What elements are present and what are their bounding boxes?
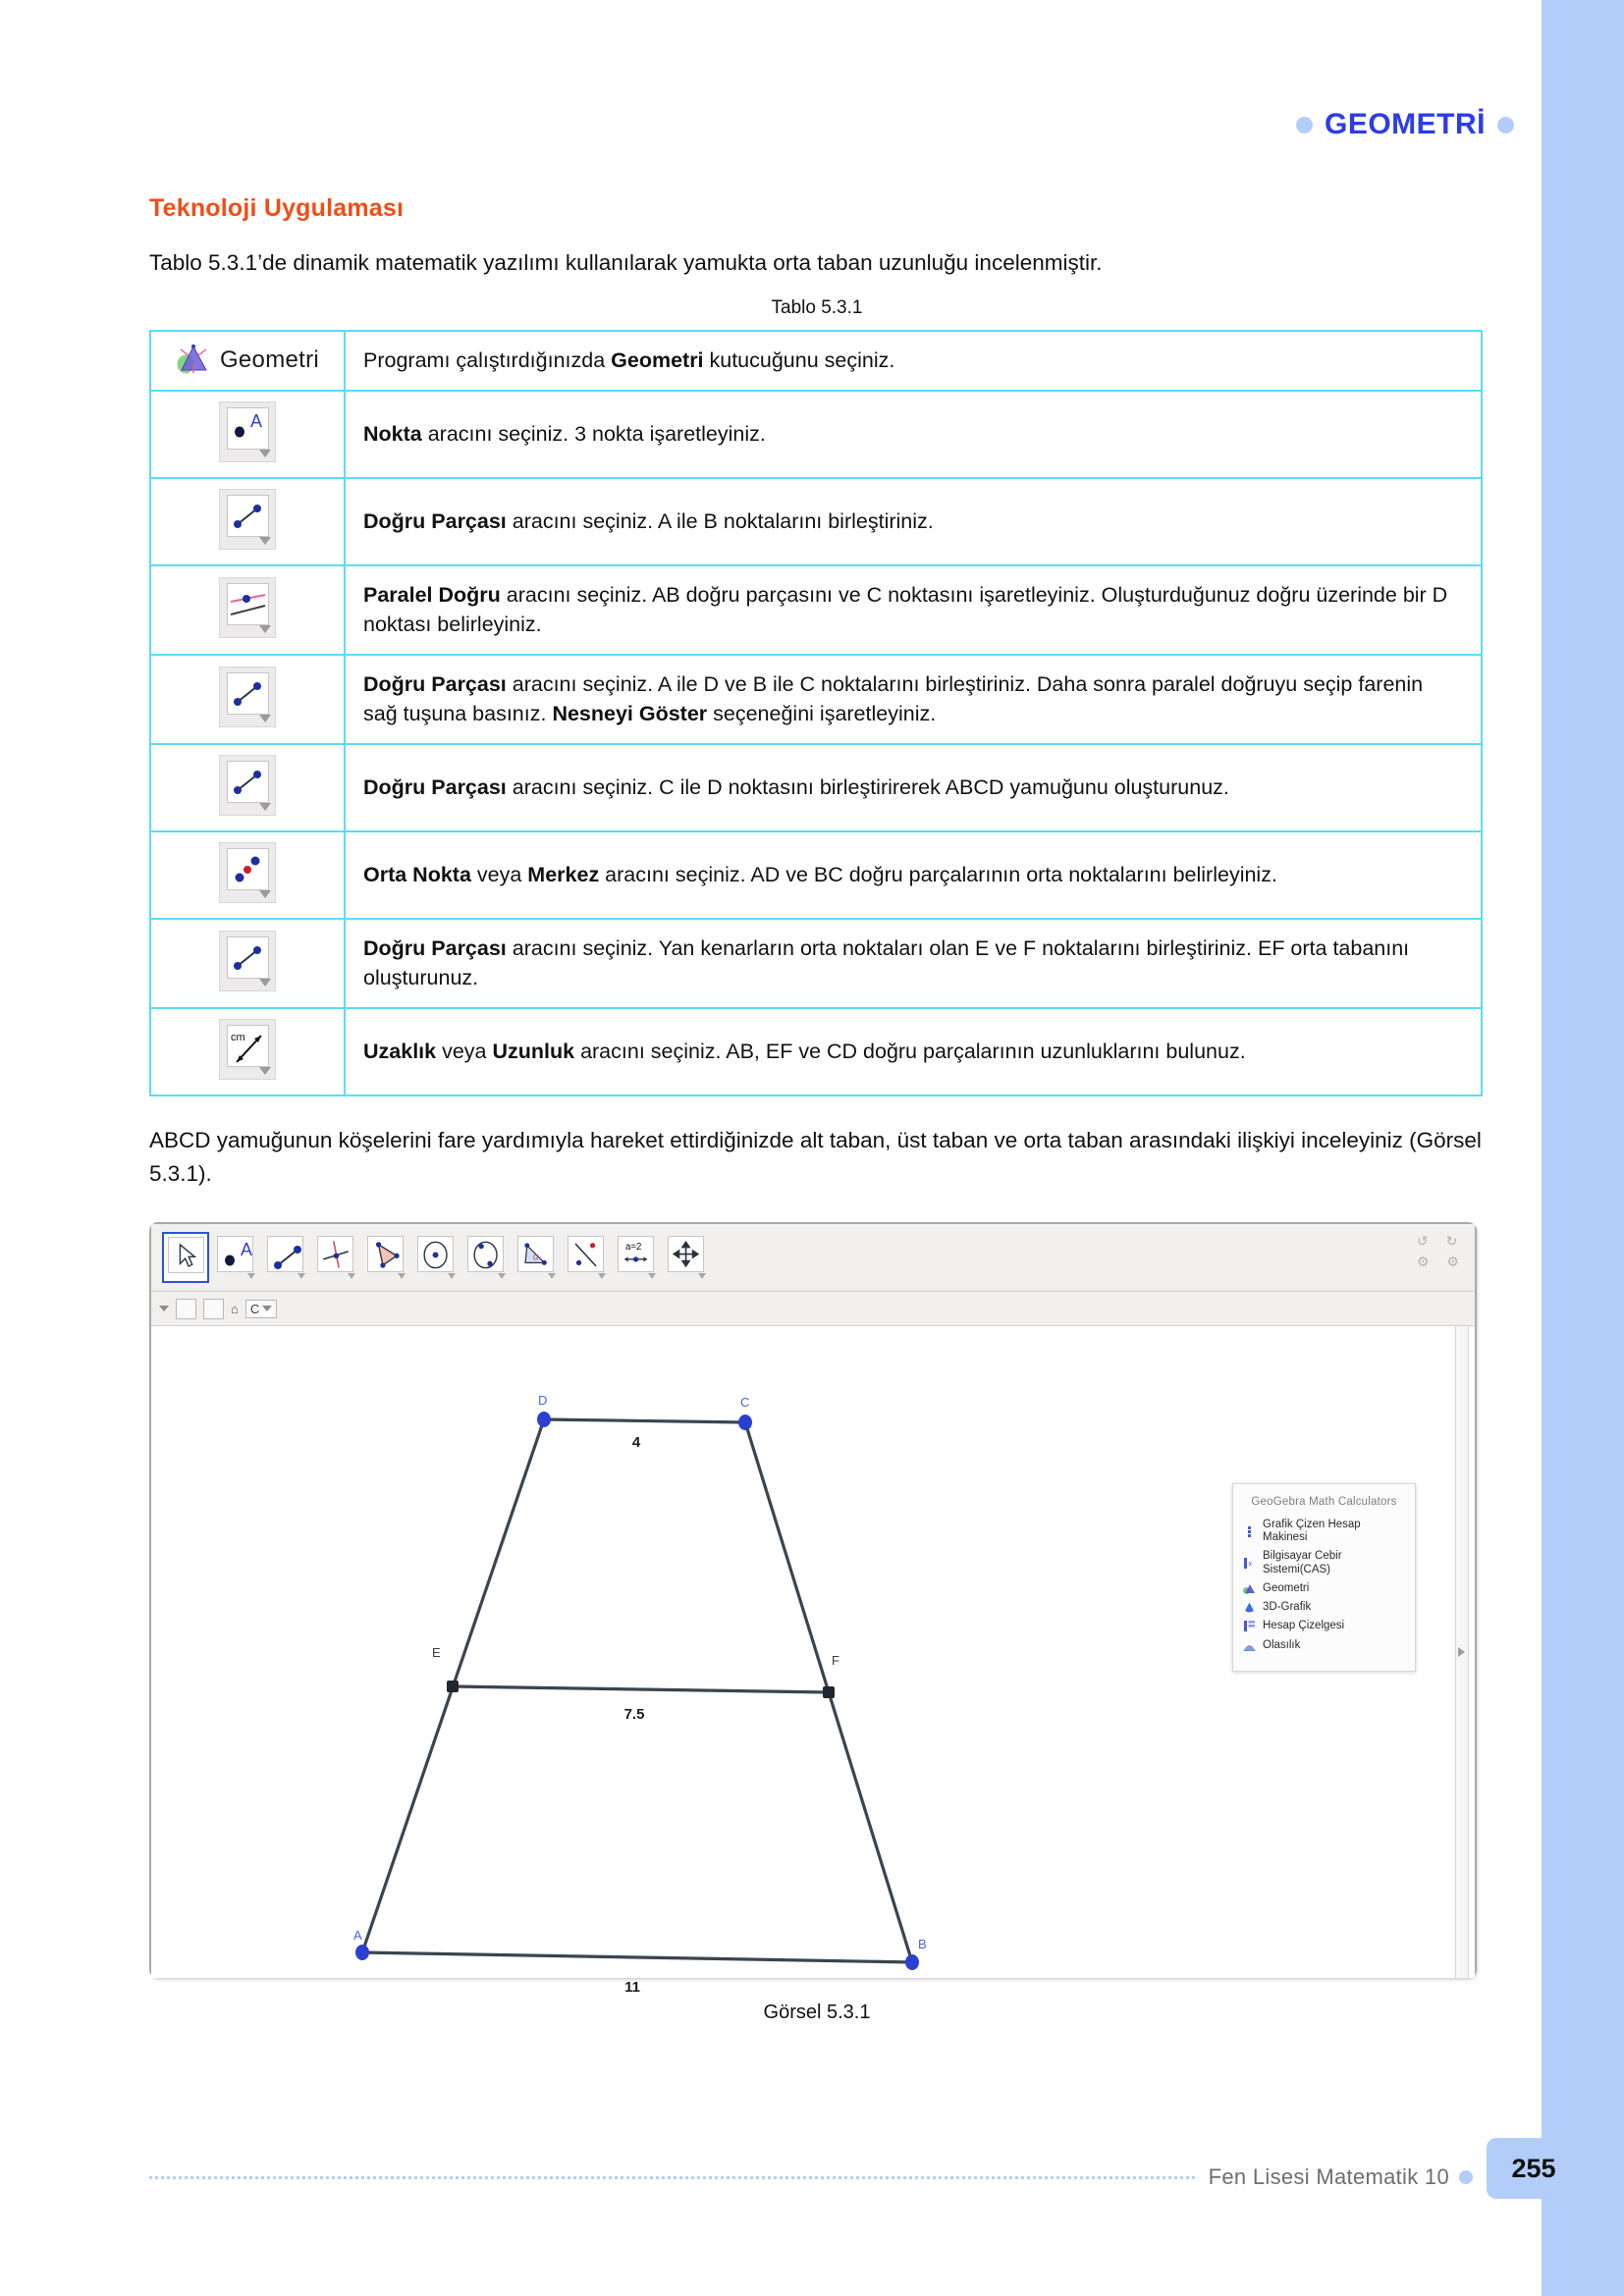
calculator-item[interactable] [1243, 1550, 1405, 1575]
reflect-tool-icon[interactable] [563, 1232, 610, 1283]
calculator-item[interactable] [1243, 1620, 1405, 1632]
tool-dropdown-caret-icon [259, 715, 271, 722]
page-header [1296, 108, 1514, 141]
parallel-line-tool-icon[interactable] [219, 577, 276, 638]
distance-tool-icon[interactable] [219, 1019, 276, 1080]
panel-expand-handle[interactable] [1455, 1326, 1469, 1978]
figure-caption: Görsel 5.3.1 [763, 2002, 871, 2023]
tool-dropdown-caret-icon [348, 1273, 355, 1279]
calculator-item-label: 3D-Grafik [1263, 1601, 1312, 1614]
label-F: F [832, 1653, 839, 1668]
tool-dropdown-caret-icon [259, 625, 271, 633]
angle-tool-icon[interactable] [513, 1232, 560, 1283]
calculator-item[interactable] [1243, 1639, 1405, 1652]
svg-text:a=2: a=2 [625, 1242, 642, 1254]
ellipse-tool-icon[interactable] [462, 1232, 510, 1283]
table-row-icon-cell [150, 331, 345, 391]
segment-tool-icon[interactable] [219, 755, 276, 816]
tool-dropdown-caret-icon [598, 1273, 606, 1279]
redo-icon[interactable]: ↻ [1445, 1233, 1458, 1249]
geogebra-toolbar [151, 1224, 1475, 1292]
tool-dropdown-caret-icon [247, 1273, 255, 1279]
measure-top: 4 [631, 1434, 641, 1451]
undo-redo-group [1417, 1234, 1459, 1268]
table-row-instruction: Paralel Doğru aracını seçiniz. AB doğru parçasını ve C noktasını işaretleyiniz. Oluşturduğunuz doğru üzerinde bir D noktası belirleyiniz. [345, 565, 1482, 655]
tool-dropdown-caret-icon [259, 803, 271, 811]
label-C: C [740, 1395, 750, 1410]
label-B: B [918, 1937, 927, 1951]
calculator-item-label: Olasılık [1263, 1638, 1301, 1651]
tool-dropdown-caret-icon [259, 450, 271, 457]
table-row [150, 919, 1482, 1008]
table-row-icon-cell [150, 919, 345, 1008]
midpoint-tool-icon[interactable] [219, 842, 276, 903]
table-row [150, 478, 1482, 565]
table-row-instruction: Doğru Parçası aracını seçiniz. A ile B noktalarını birleştiriniz. [345, 478, 1482, 565]
calculator-item-label: Bilgisayar Cebir Sistemi(CAS) [1263, 1550, 1342, 1575]
page-number: 255 [1487, 2138, 1581, 2199]
tool-dropdown-caret-icon [698, 1273, 706, 1279]
footer-dot-icon [1459, 2170, 1473, 2184]
slider-tool-icon[interactable] [613, 1232, 660, 1283]
table-row [150, 391, 1482, 478]
table-row-icon-cell [150, 831, 345, 919]
table-row [150, 831, 1482, 919]
header-dot-left-icon [1296, 117, 1313, 133]
instructions-table [149, 330, 1483, 1096]
geogebra-geometri-logo [151, 344, 344, 377]
table-row-instruction: Programı çalıştırdığınızda Geometri kutucuğunu seçiniz. [345, 331, 1482, 391]
section-title: Teknoloji Uygulaması [149, 194, 405, 222]
table-row [150, 655, 1482, 744]
measure-bottom: 11 [624, 1979, 640, 1996]
point-D [537, 1412, 551, 1427]
label-A: A [353, 1928, 362, 1943]
geometri-logo-label: Geometri [219, 347, 320, 374]
tool-dropdown-caret-icon [259, 1067, 271, 1075]
footer-book-title: Fen Lisesi Matematik 10 [1208, 2164, 1449, 2189]
polygon-tool-icon[interactable] [362, 1232, 409, 1283]
segment-tool-icon[interactable] [262, 1232, 309, 1283]
table-row-icon-cell [150, 478, 345, 565]
svg-text:cm: cm [231, 1031, 245, 1043]
segment-tool-icon[interactable] [219, 489, 276, 550]
calculator-item-label: Geometri [1263, 1581, 1310, 1594]
svg-text:A: A [241, 1240, 253, 1259]
move-tool-icon[interactable] [162, 1232, 209, 1283]
style-bar-home-icon[interactable]: ⌂ [231, 1301, 239, 1316]
table-row-icon-cell [150, 391, 345, 478]
header-title: GEOMETRİ [1324, 108, 1486, 140]
table-row [150, 331, 1482, 391]
point-A [355, 1945, 369, 1960]
footer-dotted-rule [149, 2175, 1195, 2179]
segment-tool-icon[interactable] [219, 667, 276, 727]
point-tool-icon[interactable] [212, 1232, 259, 1283]
tool-dropdown-caret-icon [259, 890, 271, 898]
geogebra-canvas[interactable] [151, 1326, 1475, 1996]
tool-dropdown-caret-icon [398, 1273, 406, 1279]
tool-dropdown-caret-icon [648, 1273, 656, 1279]
calculators-panel-heading: GeoGebra Math Calculators [1251, 1496, 1397, 1508]
table-row-instruction: Doğru Parçası aracını seçiniz. C ile D noktasını birleştirirerek ABCD yamuğunu oluşturunuz. [345, 744, 1482, 831]
svg-text:α: α [532, 1252, 539, 1263]
table-row-icon-cell [150, 565, 345, 655]
calculator-item[interactable] [1243, 1582, 1405, 1595]
move-graphics-tool-icon[interactable] [663, 1232, 710, 1283]
calculator-item-label: Hesap Çizelgesi [1263, 1620, 1345, 1632]
table-row-instruction: Nokta aracını seçiniz. 3 nokta işaretleyiniz. [345, 391, 1482, 478]
table-row [150, 1008, 1482, 1095]
segment-tool-icon[interactable] [219, 931, 276, 991]
segment-EF [453, 1686, 829, 1692]
table-row-instruction: Orta Nokta veya Merkez aracını seçiniz. AD ve BC doğru parçalarının orta noktalarını belirleyiniz. [345, 831, 1482, 919]
tool-dropdown-caret-icon [548, 1273, 556, 1279]
svg-text:A: A [250, 410, 263, 431]
table-row-instruction: Doğru Parçası aracını seçiniz. A ile D ve B ile C noktalarını birleştiriniz. Daha sonra paralel doğruyu seçip farenin sağ tuşuna basınız. Nesneyi Göster seçeneğini işaretleyiniz. [345, 655, 1482, 744]
style-bar-grid-icon[interactable] [203, 1299, 224, 1319]
table-row-icon-cell [150, 655, 345, 744]
style-bar-combo-caret-icon [262, 1306, 272, 1311]
tool-dropdown-caret-icon [448, 1273, 456, 1279]
table-row-icon-cell [150, 1008, 345, 1095]
perpendicular-line-tool-icon[interactable] [312, 1232, 359, 1283]
style-bar-caret-icon[interactable] [159, 1306, 169, 1311]
label-E: E [432, 1645, 441, 1660]
label-D: D [538, 1393, 548, 1408]
tool-dropdown-caret-icon [259, 979, 271, 987]
help-icon[interactable]: ⚙ [1446, 1254, 1459, 1269]
tool-dropdown-caret-icon [259, 537, 271, 545]
table-row [150, 744, 1482, 831]
calculator-item-label: Grafik Çizen Hesap Makinesi [1263, 1519, 1361, 1544]
calculator-item[interactable] [1243, 1601, 1405, 1614]
tool-dropdown-caret-icon [298, 1273, 305, 1279]
calculators-panel [1232, 1483, 1416, 1672]
point-B [905, 1954, 919, 1970]
settings-icon[interactable]: ⚙ [1416, 1254, 1430, 1269]
geogebra-logo-icon [176, 344, 211, 377]
geogebra-window [149, 1222, 1477, 1996]
point-E [447, 1681, 459, 1692]
page-footer [149, 2164, 1485, 2190]
header-dot-right-icon [1497, 117, 1514, 133]
point-F [823, 1686, 835, 1698]
table-row-icon-cell [150, 744, 345, 831]
table-row-instruction: Uzaklık veya Uzunluk aracını seçiniz. AB, EF ve CD doğru parçalarının uzunluklarını bulunuz. [345, 1008, 1482, 1095]
calculators-list [1243, 1519, 1405, 1652]
point-tool-icon[interactable] [219, 401, 276, 462]
tool-dropdown-caret-icon [498, 1273, 506, 1279]
body-paragraph: ABCD yamuğunun köşelerini fare yardımıyla hareket ettirdiğinizde alt taban, üst taban ve orta taban arasındaki ilişkiyi inceleyiniz (Görsel 5.3.1). [149, 1128, 1482, 1186]
undo-icon[interactable]: ↺ [1416, 1233, 1429, 1249]
measure-mid: 7.5 [623, 1706, 645, 1723]
segment-DC [544, 1419, 745, 1422]
svg-text:x: x [1248, 1561, 1252, 1569]
table-row-instruction: Doğru Parçası aracını seçiniz. Yan kenarların orta noktaları olan E ve F noktalarını birleştiriniz. EF orta tabanını oluşturunuz. [345, 919, 1482, 1008]
page-edge-bar [1542, 0, 1624, 2296]
circle-center-tool-icon[interactable] [412, 1232, 460, 1283]
style-bar-axes-icon[interactable] [176, 1299, 196, 1319]
style-bar-point-capture-select[interactable]: C [245, 1300, 277, 1318]
point-C [738, 1415, 752, 1430]
intro-paragraph: Tablo 5.3.1’de dinamik matematik yazılımı kullanılarak yamukta orta taban uzunluğu incelenmiştir. [149, 250, 1103, 275]
segment-AB [362, 1952, 912, 1962]
table-caption: Tablo 5.3.1 [771, 297, 863, 318]
geogebra-style-bar [151, 1292, 1475, 1326]
calculator-item[interactable] [1243, 1519, 1405, 1544]
table-row [150, 565, 1482, 655]
